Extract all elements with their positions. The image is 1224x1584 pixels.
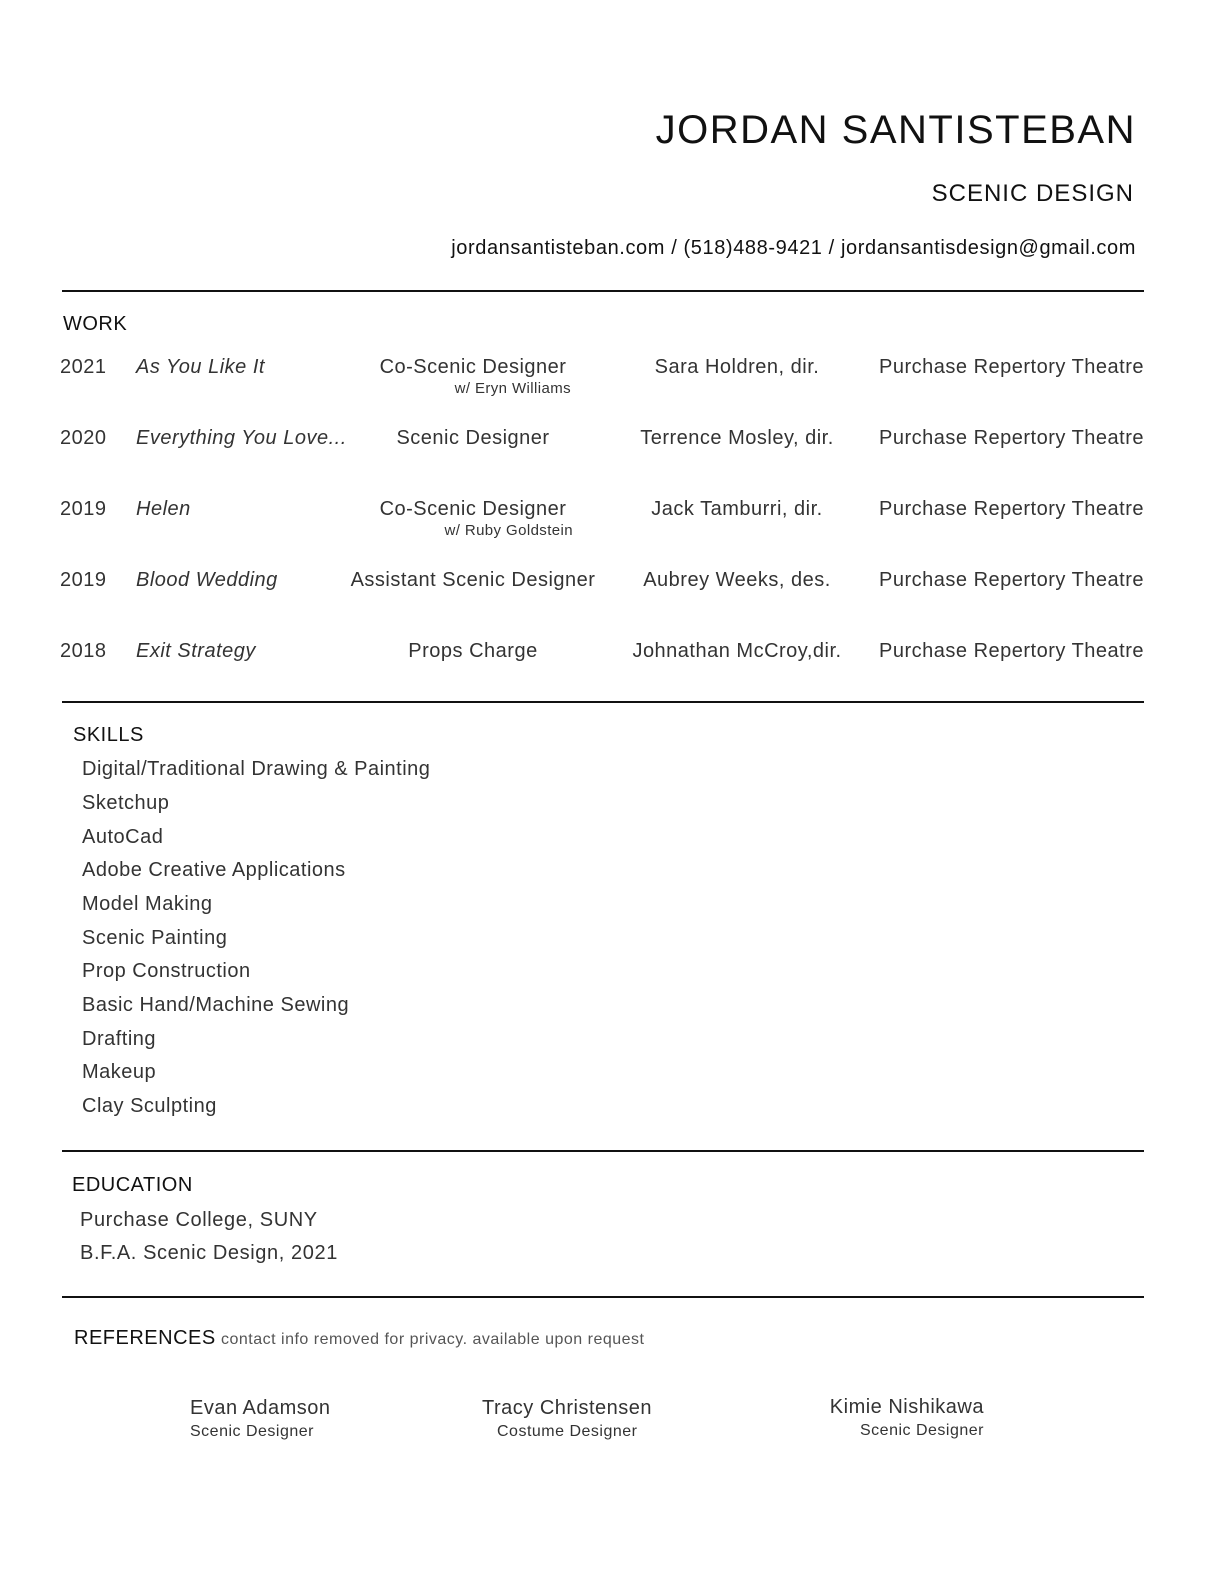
work-role: Scenic Designer bbox=[396, 427, 550, 449]
work-director: Aubrey Weeks, des. bbox=[643, 569, 831, 591]
divider-work bbox=[62, 290, 1144, 292]
reference-name: Evan Adamson bbox=[190, 1397, 331, 1419]
work-year: 2019 bbox=[60, 569, 107, 591]
reference-role: Scenic Designer bbox=[860, 1422, 984, 1439]
skill-item: AutoCad bbox=[82, 826, 164, 848]
work-row bbox=[0, 640, 1224, 690]
section-title-skills: SKILLS bbox=[73, 724, 144, 746]
work-title: As You Like It bbox=[136, 356, 265, 378]
work-director: Johnathan McCroy,dir. bbox=[632, 640, 842, 662]
contact-line: jordansantisteban.com / (518)488-9421 / jordansantisdesign@gmail.com bbox=[451, 237, 1136, 259]
skill-item: Adobe Creative Applications bbox=[82, 859, 346, 881]
work-collaborator: w/ Ruby Goldstein bbox=[444, 522, 573, 539]
reference-role: Scenic Designer bbox=[190, 1423, 314, 1440]
reference-name: Tracy Christensen bbox=[482, 1397, 653, 1419]
references-note: contact info removed for privacy. available upon request bbox=[221, 1331, 645, 1348]
work-venue: Purchase Repertory Theatre bbox=[879, 356, 1144, 378]
work-role: Assistant Scenic Designer bbox=[350, 569, 596, 591]
work-venue: Purchase Repertory Theatre bbox=[879, 498, 1144, 520]
work-director: Terrence Mosley, dir. bbox=[640, 427, 834, 449]
reference-role: Costume Designer bbox=[497, 1423, 638, 1440]
education-school: Purchase College, SUNY bbox=[80, 1209, 318, 1231]
work-role: Co-Scenic Designer bbox=[379, 356, 567, 378]
work-year: 2020 bbox=[60, 427, 107, 449]
work-title: Everything You Love... bbox=[136, 427, 347, 449]
section-title-work: WORK bbox=[63, 313, 128, 335]
skill-item: Sketchup bbox=[82, 792, 170, 814]
work-row bbox=[0, 427, 1224, 477]
divider-skills bbox=[62, 701, 1144, 703]
reference-name: Kimie Nishikawa bbox=[829, 1396, 984, 1418]
skill-item: Scenic Painting bbox=[82, 927, 228, 949]
work-role: Props Charge bbox=[408, 640, 538, 662]
work-year: 2018 bbox=[60, 640, 107, 662]
work-venue: Purchase Repertory Theatre bbox=[879, 427, 1144, 449]
work-collaborator: w/ Eryn Williams bbox=[454, 380, 571, 397]
skill-item: Model Making bbox=[82, 893, 213, 915]
divider-references bbox=[62, 1296, 1144, 1298]
skill-item: Digital/Traditional Drawing & Painting bbox=[82, 758, 431, 780]
work-director: Sara Holdren, dir. bbox=[654, 356, 820, 378]
work-title: Blood Wedding bbox=[136, 569, 278, 591]
skill-item: Makeup bbox=[82, 1061, 157, 1083]
resume-subtitle: SCENIC DESIGN bbox=[931, 180, 1134, 207]
work-title: Exit Strategy bbox=[136, 640, 256, 662]
resume-name: JORDAN SANTISTEBAN bbox=[655, 108, 1136, 152]
work-row bbox=[0, 498, 1224, 548]
work-venue: Purchase Repertory Theatre bbox=[879, 640, 1144, 662]
section-title-references: REFERENCES bbox=[74, 1327, 216, 1349]
work-year: 2019 bbox=[60, 498, 107, 520]
section-title-education: EDUCATION bbox=[72, 1174, 193, 1196]
work-year: 2021 bbox=[60, 356, 107, 378]
work-role: Co-Scenic Designer bbox=[379, 498, 567, 520]
education-degree: B.F.A. Scenic Design, 2021 bbox=[80, 1242, 338, 1264]
skill-item: Basic Hand/Machine Sewing bbox=[82, 994, 350, 1016]
divider-education bbox=[62, 1150, 1144, 1152]
work-director: Jack Tamburri, dir. bbox=[651, 498, 823, 520]
work-row bbox=[0, 356, 1224, 406]
skill-item: Clay Sculpting bbox=[82, 1095, 217, 1117]
work-row bbox=[0, 569, 1224, 619]
skill-item: Prop Construction bbox=[82, 960, 251, 982]
work-title: Helen bbox=[136, 498, 191, 520]
work-venue: Purchase Repertory Theatre bbox=[879, 569, 1144, 591]
skill-item: Drafting bbox=[82, 1028, 157, 1050]
